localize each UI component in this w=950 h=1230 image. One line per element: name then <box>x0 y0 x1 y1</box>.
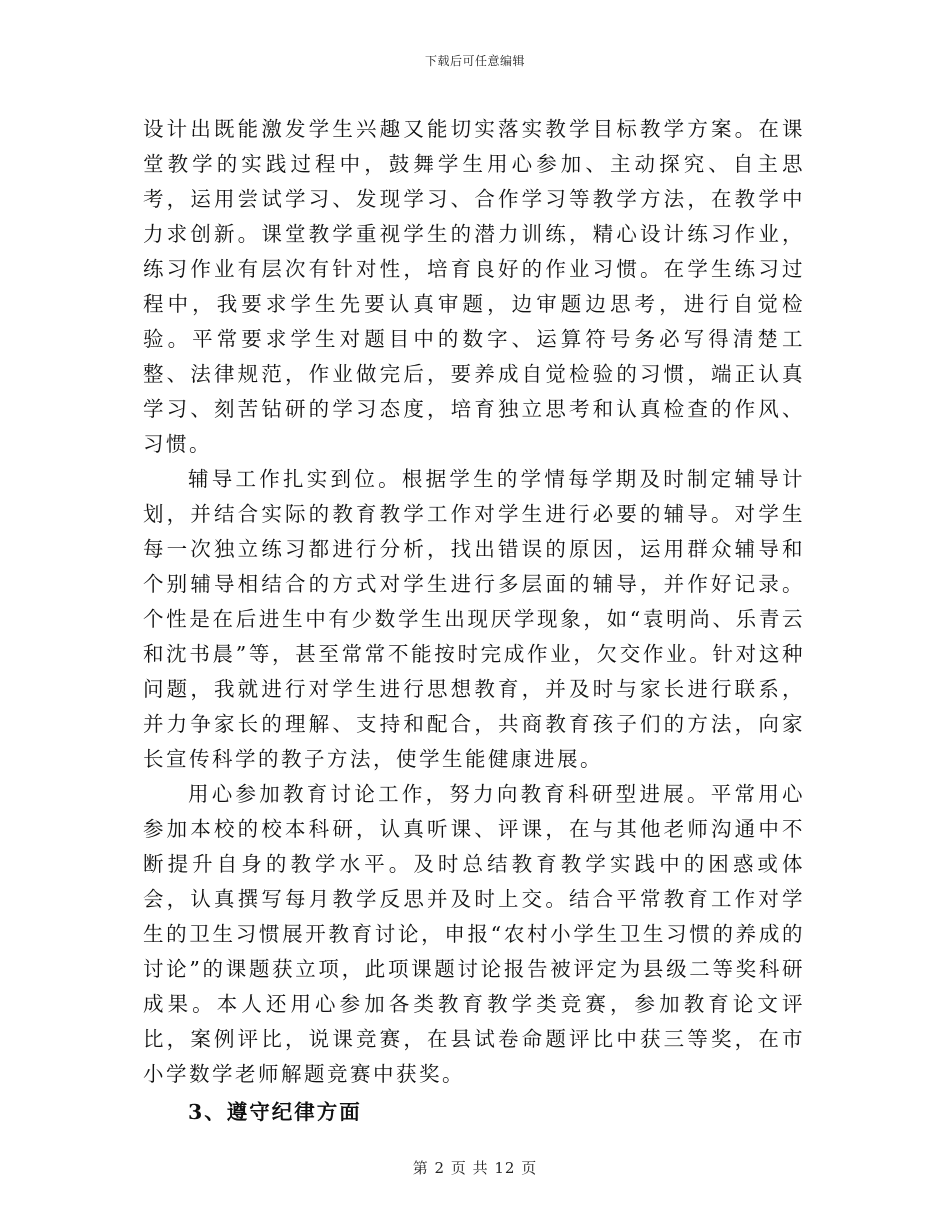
page-header: 下载后可任意编辑 <box>424 54 525 68</box>
document-body <box>143 112 805 1130</box>
paragraph-tutoring: 辅导工作扎实到位。根据学生的学情每学期及时制定辅导计划，并结合实际的教育教学工作对学生进行必要的辅导。对学生每一次独立练习都进行分析，找出错误的原因，运用群众辅导和个别辅导相结合的方式对学生进行多层面的辅导，并作好记录。个性是在后进生中有少数学生出现厌学现象，如“袁明尚、乐青云和沈书晨”等，甚至常常不能按时完成作业，欠交作业。针对这种问题，我就进行对学生进行思想教育，并及时与家长进行联系，并力争家长的理解、支持和配合，共商教育孩子们的方法，向家长宣传科学的教子方法，使学生能健康进展。 <box>143 467 805 771</box>
paragraph-research: 用心参加教育讨论工作，努力向教育科研型进展。平常用心参加本校的校本科研，认真听课、评课，在与其他老师沟通中不断提升自身的教学水平。及时总结教育教学实践中的困惑或体会，认真撰写每月教学反思并及时上交。结合平常教育工作对学生的卫生习惯展开教育讨论，申报“农村小学生卫生习惯的养成的讨论”的课题获立项，此项课题讨论报告被评定为县级二等奖科研成果。本人还用心参加各类教育教学类竞赛，参加教育论文评比，案例评比，说课竞赛，在县试卷命题评比中获三等奖，在市小学数学老师解题竞赛中获奖。 <box>143 782 805 1086</box>
paragraph-continuation: 设计出既能激发学生兴趣又能切实落实教学目标教学方案。在课堂教学的实践过程中，鼓舞学生用心参加、主动探究、自主思考，运用尝试学习、发现学习、合作学习等教学方法，在教学中力求创新。课堂教学重视学生的潜力训练，精心设计练习作业，练习作业有层次有针对性，培育良好的作业习惯。在学生练习过程中，我要求学生先要认真审题，边审题边思考，进行自觉检验。平常要求学生对题目中的数字、运算符号务必写得清楚工整、法律规范，作业做完后，要养成自觉检验的习惯，端正认真学习、刻苦钻研的学习态度，培育独立思考和认真检查的作风、习惯。 <box>143 117 805 456</box>
section-heading: 3、遵守纪律方面 <box>188 1100 362 1124</box>
page-footer: 第 2 页 共 12 页 <box>412 1159 538 1177</box>
